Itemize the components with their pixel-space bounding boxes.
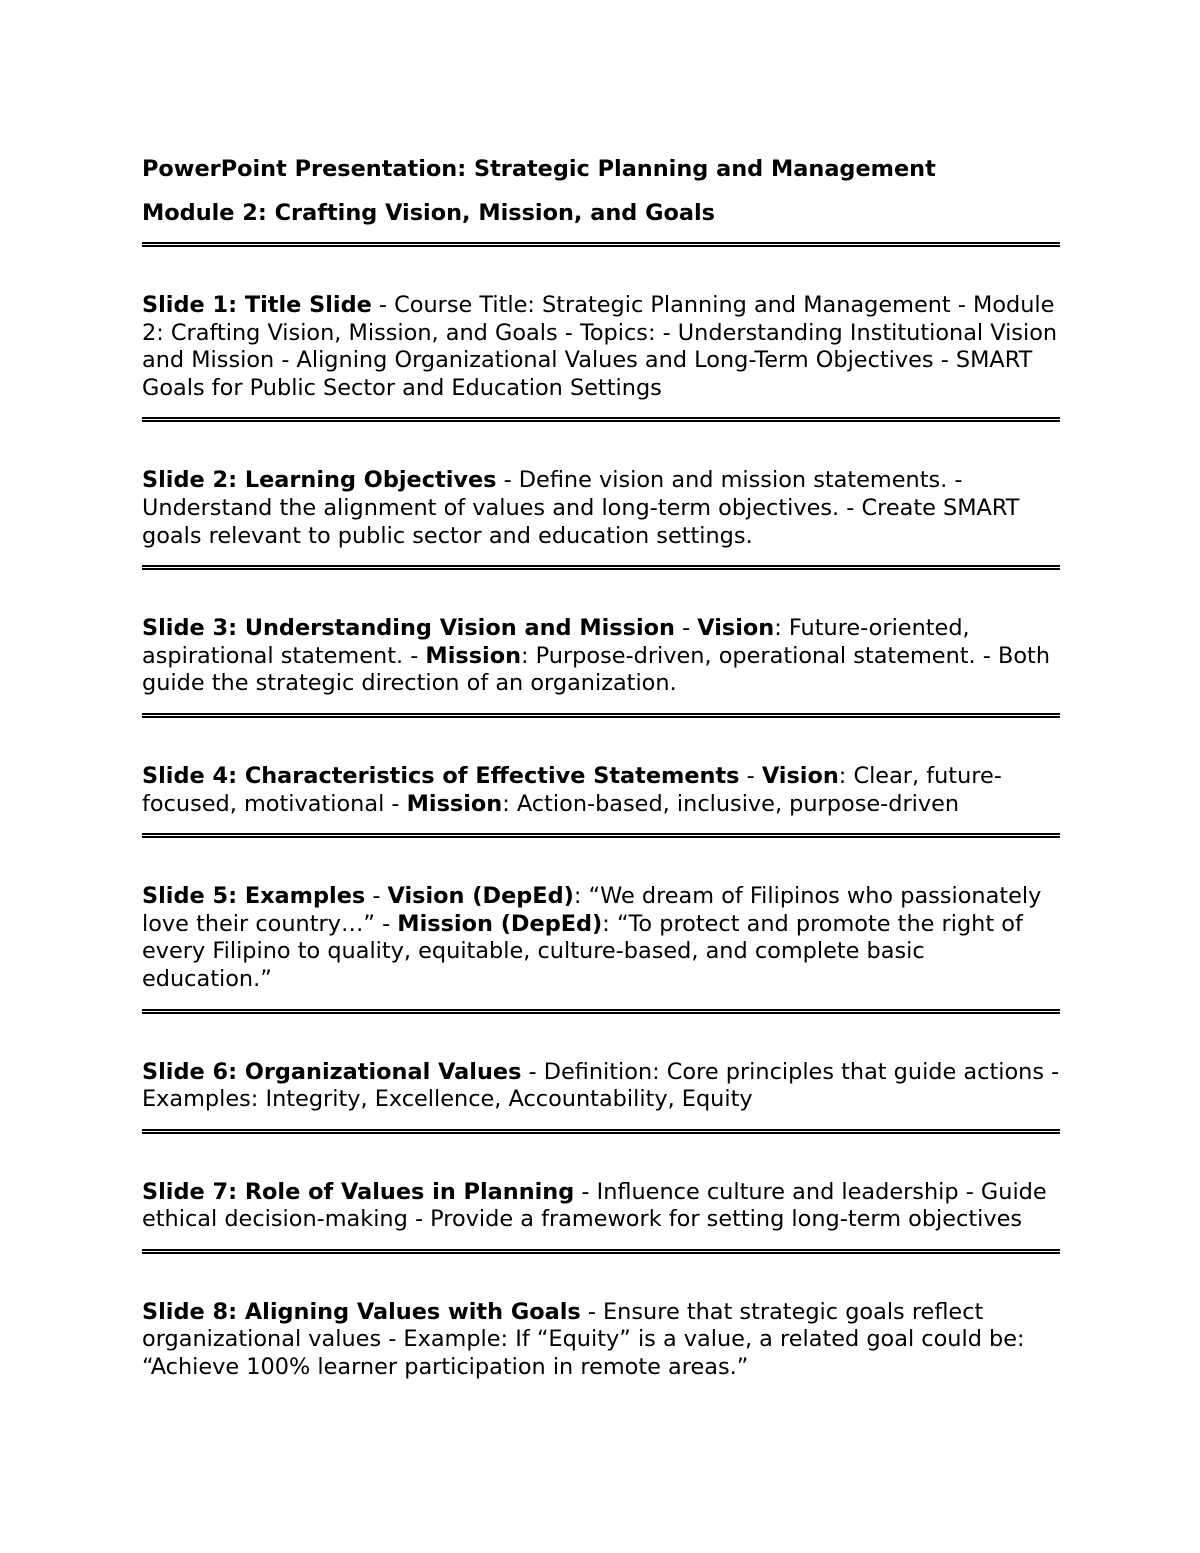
slide-entry-6 xyxy=(142,1059,1060,1114)
slide-text: : Action-based, inclusive, purpose-driven xyxy=(502,790,960,817)
slide-heading: Slide 1: Title Slide xyxy=(142,292,372,318)
slide-heading: Slide 5: Examples xyxy=(142,883,366,910)
slide-text: : “To protect and promote the right of every Filipino to quality, equitable, culture-based, and complete basic education.” xyxy=(142,910,1023,992)
slide-heading: Slide 8: Aligning Values with Goals xyxy=(142,1298,581,1325)
section-divider xyxy=(142,417,1060,422)
section-divider xyxy=(142,1009,1060,1014)
slide-text: - Definition: Core principles that guide actions - Examples: Integrity, Excellence, Accountability, Equity xyxy=(142,1058,1060,1113)
slide-heading: Slide 4: Characteristics of Effective Statements xyxy=(142,762,740,789)
slide-text: : Purpose-driven, operational statement. - Both guide the strategic direction of an organization. xyxy=(142,642,1051,697)
slide-entry-7 xyxy=(142,1179,1060,1234)
slide-entry-5 xyxy=(142,883,1060,993)
document-content xyxy=(142,154,1060,1382)
section-divider xyxy=(142,1249,1060,1254)
slide-term: Vision xyxy=(697,615,775,642)
section-divider xyxy=(142,242,1060,247)
slide-term: Vision (DepEd) xyxy=(387,883,574,910)
slide-entry-2 xyxy=(142,467,1060,550)
slide-text: - Define vision and mission statements. - Understand the alignment of values and long-term objectives. - Create SMART goals relevant to public sector and education settings. xyxy=(142,467,1020,549)
slide-text: - xyxy=(365,883,388,910)
slide-text: - Ensure that strategic goals reflect organizational values - Example: If “Equity” is a value, a related goal could be: “Achieve 100% learner participation in remote areas.” xyxy=(142,1298,1025,1381)
slide-entry-8 xyxy=(142,1299,1060,1382)
slide-heading: Slide 6: Organizational Values xyxy=(142,1058,522,1085)
slide-term: Mission xyxy=(425,642,522,669)
slide-text: : Clear, future-focused, motivational - xyxy=(142,762,1002,817)
slide-term: Vision xyxy=(761,762,839,789)
slide-text: : “We dream of Filipinos who passionately love their country…” - xyxy=(142,883,1042,937)
slide-text: - xyxy=(674,615,698,642)
slide-list xyxy=(142,292,1060,1382)
slide-entry-3 xyxy=(142,615,1060,698)
slide-term: Mission xyxy=(406,790,503,817)
slide-heading: Slide 3: Understanding Vision and Mission xyxy=(142,615,675,642)
slide-text: - Course Title: Strategic Planning and Management - Module 2: Crafting Vision, Mission, and Goals - Topics: - Understanding Institutional Vision and Mission - Aligning Organizational Values and Long-Term Objectives - SMART Goals for Public Sector and Education Settings xyxy=(142,292,1058,401)
document-title: PowerPoint Presentation: Strategic Planning and Management xyxy=(142,156,936,182)
slide-heading: Slide 2: Learning Objectives xyxy=(142,467,497,494)
slide-text: - xyxy=(739,762,762,789)
section-divider xyxy=(142,1129,1060,1134)
slide-entry-1 xyxy=(142,292,1060,402)
section-divider xyxy=(142,713,1060,718)
section-divider xyxy=(142,833,1060,838)
slide-text: - Influence culture and leadership - Guide ethical decision-making - Provide a framework for setting long-term objectives xyxy=(142,1178,1047,1233)
slide-entry-4 xyxy=(142,763,1060,818)
slide-term: Mission (DepEd) xyxy=(397,910,603,937)
slide-heading: Slide 7: Role of Values in Planning xyxy=(142,1178,575,1205)
slide-text: : Future-oriented, aspirational statement. - xyxy=(142,615,970,669)
section-divider xyxy=(142,565,1060,570)
document-subtitle: Module 2: Crafting Vision, Mission, and Goals xyxy=(142,200,715,226)
